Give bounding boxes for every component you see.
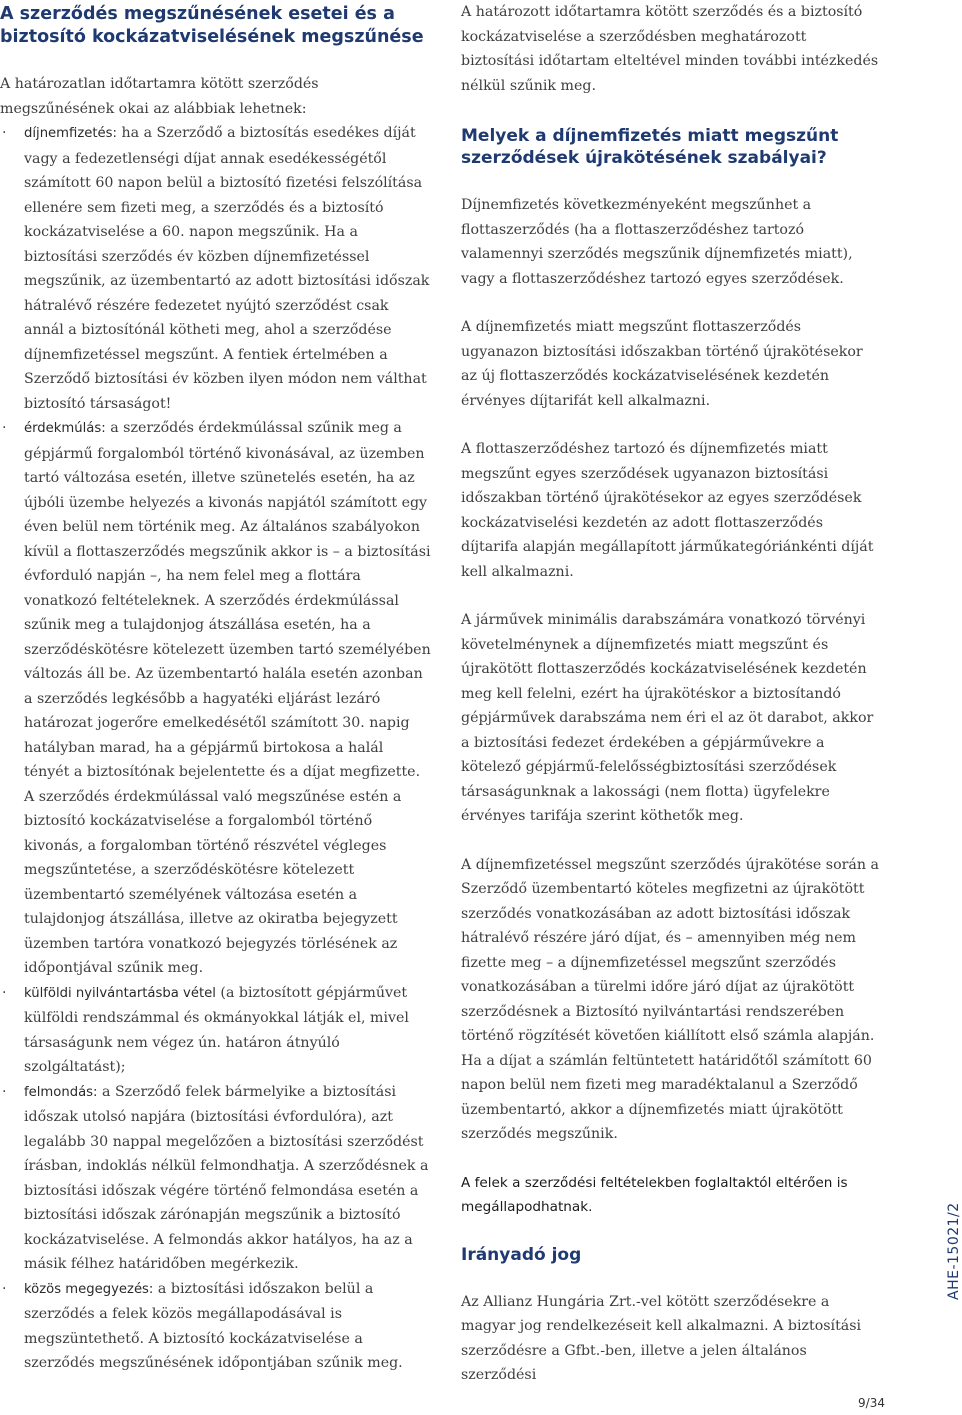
list-item-kozos-megegyezes [0, 1277, 432, 1376]
list-item-dijnemfizetes [0, 121, 432, 416]
list-item-term: közös megegyezés: [24, 1281, 154, 1297]
paragraph-individual-renewal: A flottaszerződéshez tartozó és díjnemfizetés miatt megszűnt egyes szerződések ugyanazon biztosítási időszakban történő újrakötésekor az egyes szerződések kockázatviselési kezdetén az adott flottaszerződés díjtarifa alapján megállapított járműkategóriánkénti díját kell alkalmazni. [461, 441, 874, 580]
paragraph-governing-law: Az Allianz Hungária Zrt.-vel kötött szerződésekre a magyar jog rendelkezéseit kell alkalmazni. A biztosítási szerződésre a Gfbt.-ben, illetve a jelen általános szerződési [461, 1293, 862, 1383]
intro-paragraph: A határozatlan időtartamra kötött szerződés megszűnésének okai az alábbiak lehetnek: [0, 76, 319, 117]
list-item-kulfoldi [0, 981, 432, 1080]
paragraph-fixed-term: A határozott időtartamra kötött szerződés és a biztosító kockázatviselése a szerződésben meghatározott biztosítási időtartam elteltével minden további intézkedés nélkül szűnik meg. [461, 4, 879, 94]
section-title: A szerződés megszűnésének esetei és a biztosító kockázatviselésének megszűnése [0, 4, 424, 47]
agreement-statement: A felek a szerződési feltételekben foglaltaktól eltérően is megállapodhatnak. [461, 1174, 848, 1215]
list-item-text: a Szerződő felek bármelyike a biztosítási időszak utolsó napjára (biztosítási évfordulóra), azt legalább 30 nappal megelőzően a biztosítási szerződést írásban, indoklás nélkül felmondhatja. A szerződésnek a biztosítási időszak végére történő felmondása esetén a biztosítási időszak zárónapján megszűnik a biztosító kockázatviselése. A felmondás akkor hatályos, ha az a másik félhez határidőben megérkezik. [24, 1083, 429, 1272]
list-item-erdekmulas [0, 416, 432, 981]
question-heading: Melyek a díjnemfizetés miatt megszűnt szerződések újrakötésének szabályai? [461, 126, 839, 168]
paragraph-fleet-renewal: A díjnemfizetés miatt megszűnt flottaszerződés ugyanazon biztosítási időszakban történő újrakötésekor az új flottaszerződés kockázatviselésének kezdetén érvényes díjtarifát kell alkalmazni. [461, 319, 863, 409]
list-item-term: külföldi nyilvántartásba vétel [24, 985, 216, 1001]
right-column [461, 0, 881, 1388]
list-item-text: a szerződés érdekmúlással szűnik meg a gépjármű forgalomból történő kivonásával, az üzemben tartó változása esetén, illetve szünetelés esetén, ha az újbóli üzembe helyezés a kivonás napjától számított egy éven belül nem történik meg. Az általános szabályokon kívül a flottaszerződés megszűnik akkor is – a biztosítási évforduló napján –, ha nem felel meg a flottára vonatkozó feltételeknek. A szerződés érdekmúlással szűnik meg a tulajdonjog átszállása esetén, ha a szerződéskötésre kötelezett üzemben tartó személyében változás áll be. Az üzembentartó halála esetén azonban a szerződés legkésőbb a hagyatéki eljárást lezáró határozat jogerőre emelkedésétől számított 30. napig hatályban marad, ha a gépjármű birtokosa a halál tényét a biztosítónak bejelentette és a díjat megfizette. A szerződés érdekmúlással való megszűnése estén a biztosító kockázatviselése a forgalomból történő kivonás, a forgalomban történő részvétel végleges megszűntetése, a szerződéskötésre kötelezett üzembentartó személyének változása esetén a tulajdonjog átszállása, illetve az okiratba bejegyzett üzemben tartóra vonatkozó bejegyzés törlésének az időpontjával szűnik meg. [24, 420, 431, 976]
list-item-term: érdekmúlás: [24, 421, 106, 436]
paragraph-fleet-termination: Díjnemfizetés következményeként megszűnhet a flottaszerződés (ha a flottaszerződéshez tartozó valamennyi szerződés megszűnik díjnemfizetés miatt), vagy a flottaszerződéshez tartozó egyes szerződések. [461, 197, 853, 287]
paragraph-minimum-vehicles: A járművek minimális darabszámára vonatkozó törvényi követelménynek a díjnemfizetés miatt megszűnt és újrakötött flottaszerződés kockázatviselésének kezdetén meg kell felelni, ezért ha újrakötéskor a biztosítandó gépjárművek darabszáma nem éri el az öt darabot, akkor a biztosítási fedezet érdekében a gépjárművekre a kötelező gépjármű-felelősségbiztosítási szerződések társaságunknak a lakossági (nem flotta) ügyfelekre érvényes tarifája szerint köthetők meg. [461, 612, 874, 824]
paragraph-renewal-payment: A díjnemfizetéssel megszűnt szerződés újrakötése során a Szerződő üzembentartó köteles megfizetni az újrakötött szerződés vonatkozásában az adott biztosítási időszak hátralévő részére járó díjat, és – amennyiben még nem fizette meg – a díjnemfizetéssel megszűnt szerződés vonatkozásában a türelmi időre járó díjat az újrakötött szerződésnek a Biztosító nyilvántartási rendszerében történő rögzítését követően kiállított első számla alapján. Ha a díjat a számlán feltüntetett határidőtől számított 60 napon belül nem fizeti meg maradéktalanul a Szerződő üzembentartó, akkor a díjnemfizetés miatt újrakötött szerződés megszűnik. [461, 856, 879, 1142]
list-item-term: díjnemfizetés: [24, 126, 117, 141]
list-item-text: ha a Szerződő a biztosítás esedékes díját vagy a fedezetlenségi díjat annak esedékességétől számított 60 napon belül a biztosító fizetési felszólítása ellenére sem fizeti meg, a szerződés és a biztosító kockázatviselése a 60. napon megszűnik. Ha a biztosítási szerződés év közben díjnemfizetéssel megszűnik, az üzembentartó az adott biztosítási időszak hátralévő részére fedezetet nyújtó szerződést csak annál a biztosítónál kötheti meg, ahol a szerződése díjnemfizetéssel megszűnt. A fentiek értelmében a Szerződő biztosítási év közben ilyen módon nem válthat biztosító társaságot! [24, 125, 430, 412]
list-item-text: (a biztosított gépjárművet külföldi rendszámmal és okmányokkal látják el, mivel társaságunk nem végez ún. határon átnyúló szolgáltatást); [24, 984, 409, 1075]
list-item-term: felmondás: [24, 1084, 98, 1100]
page-number: 9/34 [858, 1396, 885, 1410]
document-code: AHE-15021/2 [946, 1202, 962, 1300]
list-item-felmondas [0, 1080, 432, 1277]
left-column [0, 0, 432, 1376]
list-item-text: a biztosítási időszakon belül a szerződés a felek közös megállapodásával is megszüntethető. A biztosító kockázatviselése a szerződés megszűnésének időpontjában szűnik meg. [24, 1280, 403, 1371]
governing-law-heading: Irányadó jog [461, 1244, 582, 1265]
